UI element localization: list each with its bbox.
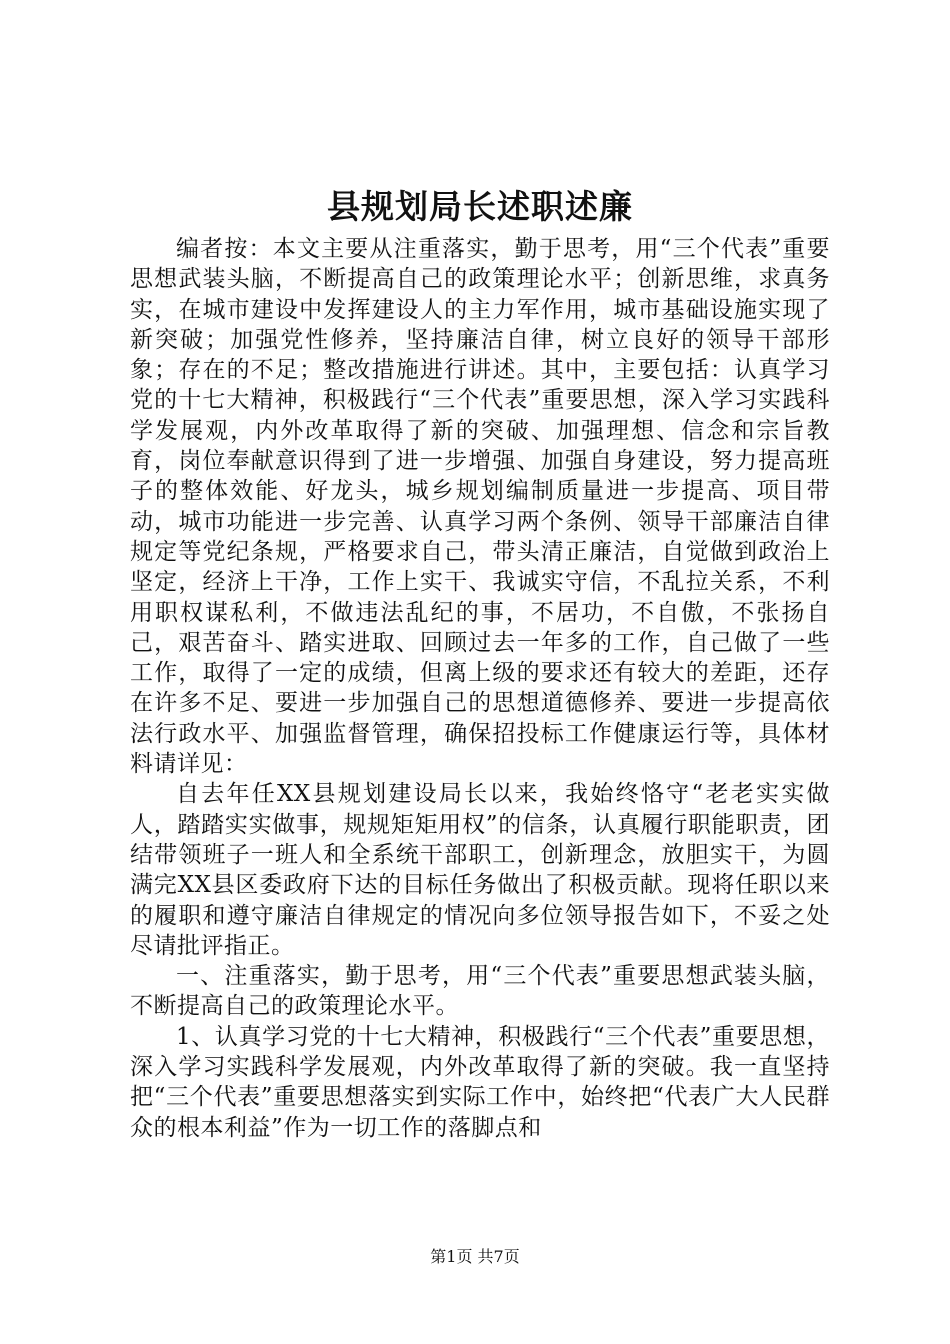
body-paragraph: 1、认真学习党的十七大精神，积极践行“三个代表”重要思想，深入学习实践科学发展观，内外改革取得了新的突破。我一直坚持把“三个代表”重要思想落实到实际工作中，始终把“代表广大人民群众的根本利益”作为一切工作的落脚点和 — [130, 1023, 830, 1141]
document-title: 县规划局长述职述廉 — [327, 187, 633, 226]
section-heading-paragraph: 一、注重落实，勤于思考，用“三个代表”重要思想武装头脑，不断提高自己的政策理论水平。 — [130, 963, 830, 1020]
intro-paragraph: 自去年任XX县规划建设局长以来，我始终恪守“老老实实做人，踏踏实实做事，规规矩矩用权”的信条，认真履行职能职责，团结带领班子一班人和全系统干部职工，创新理念，放胆实干，为圆满完XX县区委政府下达的目标任务做出了积极贡献。现将任职以来的履职和遵守廉洁自律规定的情况向多位领导报告如下，不妥之处尽请批评指正。 — [130, 781, 830, 959]
editor-note-paragraph: 编者按：本文主要从注重落实，勤于思考，用“三个代表”重要思想武装头脑，不断提高自己的政策理论水平；创新思维，求真务实，在城市建设中发挥建设人的主力军作用，城市基础设施实现了新突破；加强党性修养，坚持廉洁自律，树立良好的领导干部形象；存在的不足；整改措施进行讲述。其中，主要包括：认真学习党的十七大精神，积极践行“三个代表”重要思想，深入学习实践科学发展观，内外改革取得了新的突破、加强理想、信念和宗旨教育，岗位奉献意识得到了进一步增强、加强自身建设，努力提高班子的整体效能、好龙头，城乡规划编制质量进一步提高、项目带动，城市功能进一步完善、认真学习两个条例、领导干部廉洁自律规定等党纪条规，严格要求自己，带头清正廉洁，自觉做到政治上坚定，经济上干净，工作上实干、我诚实守信，不乱拉关系，不利用职权谋私利，不做违法乱纪的事，不居功，不自傲，不张扬自己，艰苦奋斗、踏实进取、回顾过去一年多的工作，自己做了一些工作，取得了一定的成绩，但离上级的要求还有较大的差距，还存在许多不足、要进一步加强自己的思想道德修养、要进一步提高依法行政水平、加强监督管理，确保招投标工作健康运行等，具体材料请详见： — [130, 236, 830, 778]
page-footer: 第1页 共7页 — [430, 1247, 520, 1266]
document-page — [130, 180, 830, 1143]
